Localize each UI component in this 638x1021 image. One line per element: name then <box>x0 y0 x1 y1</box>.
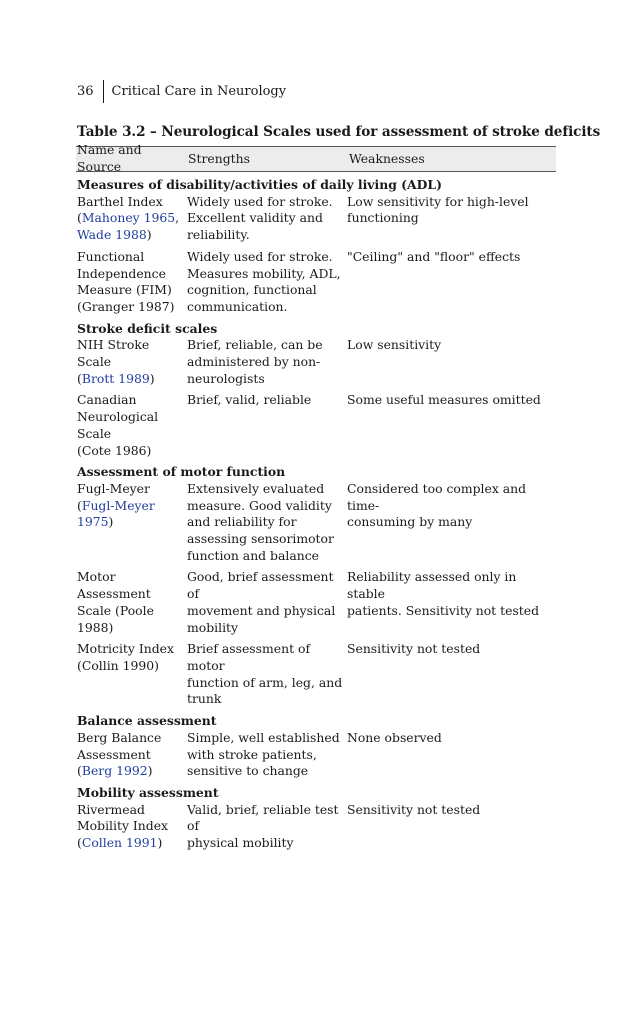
cell-weaknesses: None observed <box>347 729 442 745</box>
running-header <box>77 80 286 103</box>
header-divider <box>103 80 104 103</box>
cell-strengths: Brief, valid, reliable <box>187 392 312 408</box>
name-text: ) <box>147 763 153 779</box>
name-text: ) <box>146 227 152 243</box>
table-row <box>76 194 556 244</box>
table-row <box>76 730 556 780</box>
cell-strengths: Widely used for stroke. Excellent validity and reliability. <box>187 193 333 243</box>
citation-link[interactable]: Collen 1991 <box>81 835 158 851</box>
name-text: Fugl-Meyer ( <box>77 480 150 513</box>
name-text: ) <box>108 514 114 530</box>
section-heading: Measures of disability/activities of daily living (ADL) <box>77 177 442 192</box>
name-text: Canadian Neurological Scale (Cote 1986) <box>77 392 159 458</box>
table-title: Table 3.2 – Neurological Scales used for assessment of stroke deficits <box>77 124 601 140</box>
name-text: Motor Assessment Scale (Poole 1988) <box>77 569 154 635</box>
table-row <box>76 802 556 852</box>
table-body <box>76 177 556 852</box>
table-row <box>76 249 556 316</box>
citation-link[interactable]: Berg 1992 <box>81 763 148 779</box>
citation-link[interactable]: Mahoney 1965 <box>81 210 176 226</box>
table-row <box>76 337 556 387</box>
cell-weaknesses: "Ceiling" and "floor" effects <box>347 248 521 264</box>
cell-name-source <box>76 802 186 852</box>
column-header-name: Name and Source <box>77 142 142 174</box>
citation-link[interactable]: Fugl-Meyer 1975 <box>77 497 155 530</box>
cell-name-source <box>76 249 186 316</box>
name-text: Motricity Index (Collin 1990) <box>77 641 174 673</box>
cell-weaknesses: Low sensitivity for high-level functioning <box>347 193 529 226</box>
name-text: NIH Stroke Scale ( <box>77 337 150 386</box>
cell-strengths: Extensively evaluated measure. Good validity and reliability for assessing sensorimotor function and balance <box>187 480 334 563</box>
cell-name-source <box>76 481 186 565</box>
cell-strengths: Brief, reliable, can be administered by non- neurologists <box>187 337 323 386</box>
name-text: ) <box>157 835 163 851</box>
cell-weaknesses: Considered too complex and time- consuming by many <box>347 480 527 530</box>
name-text: ) <box>149 370 155 386</box>
section-heading: Stroke deficit scales <box>77 320 218 336</box>
cell-strengths: Widely used for stroke. Measures mobility, ADL, cognition, functional communication. <box>187 248 341 314</box>
scales-table <box>76 142 556 857</box>
name-text: Berg Balance Assessment ( <box>77 729 162 779</box>
cell-weaknesses: Sensitivity not tested <box>347 801 481 817</box>
table-header-row <box>76 142 556 174</box>
running-title: Critical Care in Neurology <box>111 84 287 99</box>
section-heading: Mobility assessment <box>77 784 219 800</box>
cell-name-source <box>76 392 186 459</box>
table-row <box>76 569 556 636</box>
cell-name-source <box>76 641 186 708</box>
cell-weaknesses: Some useful measures omitted <box>347 392 541 408</box>
table-row <box>76 481 556 565</box>
cell-name-source <box>76 194 186 244</box>
citation-link[interactable]: Wade 1988 <box>77 227 147 243</box>
cell-weaknesses: Reliability assessed only in stable patients. Sensitivity not tested <box>347 569 540 618</box>
column-header-strengths: Strengths <box>188 150 250 166</box>
table-row <box>76 641 556 708</box>
name-text: Functional Independence Measure (FIM) (Granger 1987) <box>77 248 175 314</box>
cell-weaknesses: Low sensitivity <box>347 337 442 353</box>
cell-strengths: Brief assessment of motor function of arm, leg, and trunk <box>187 641 343 707</box>
cell-strengths: Valid, brief, reliable test of physical mobility <box>187 801 339 851</box>
table-row <box>76 392 556 459</box>
page-number: 36 <box>77 84 94 99</box>
column-header-weaknesses: Weaknesses <box>349 150 425 166</box>
citation-link[interactable]: Brott 1989 <box>81 370 150 386</box>
cell-name-source <box>76 569 186 636</box>
cell-strengths: Good, brief assessment of movement and physical mobility <box>187 569 336 635</box>
section-heading: Assessment of motor function <box>77 464 286 480</box>
cell-name-source <box>76 337 186 387</box>
name-text: Barthel Index ( <box>77 193 163 226</box>
cell-weaknesses: Sensitivity not tested <box>347 641 481 657</box>
name-text: Rivermead Mobility Index ( <box>77 801 169 851</box>
name-text: , <box>175 210 180 226</box>
section-heading: Balance assessment <box>77 713 217 729</box>
cell-strengths: Simple, well established with stroke patients, sensitive to change <box>187 729 340 779</box>
cell-name-source <box>76 730 186 780</box>
